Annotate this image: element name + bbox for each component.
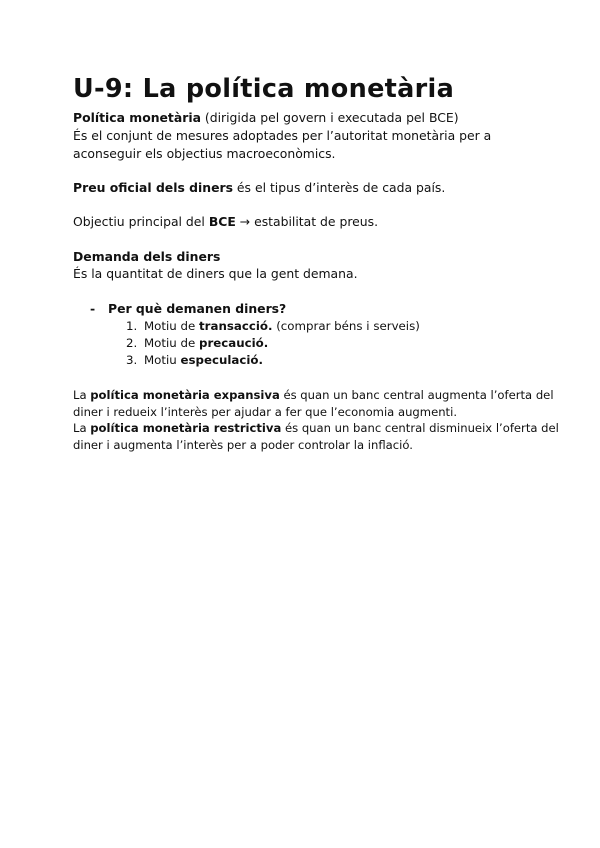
objective-term: BCE — [208, 214, 236, 229]
definition-line-1 — [73, 109, 459, 127]
official-price-line — [73, 179, 445, 197]
objective-line — [73, 213, 378, 231]
demand-heading-text: Demanda dels diners — [73, 249, 221, 264]
list-item — [126, 335, 268, 352]
list-item-term: transacció. — [199, 319, 273, 333]
expansive-line-1 — [73, 387, 554, 404]
why-heading — [108, 300, 286, 318]
list-item — [126, 318, 420, 335]
restrictive-term: política monetària restrictiva — [90, 421, 282, 435]
why-heading-text: Per què demanen diners? — [108, 301, 287, 316]
list-item-number: 3. — [126, 353, 138, 367]
demand-text: És la quantitat de diners que la gent demana. — [73, 266, 358, 281]
official-price-term: Preu oficial dels diners — [73, 180, 233, 195]
restrictive-rest: és quan un banc central disminueix l’oferta del — [281, 421, 559, 435]
list-item-pre: Motiu — [144, 353, 181, 367]
restrictive-line-2: diner i augmenta l’interès per a poder controlar la inflació. — [73, 438, 413, 452]
demand-heading — [73, 248, 220, 266]
bullet-dash: - — [90, 301, 96, 316]
list-item-number: 1. — [126, 319, 138, 333]
restrictive-line-1 — [73, 420, 559, 437]
definition-paren: (dirigida pel govern i executada pel BCE) — [200, 110, 459, 125]
objective-rest: → estabilitat de preus. — [235, 214, 379, 229]
list-item-number: 2. — [126, 336, 138, 350]
expansive-line-2: diner i redueix l’interès per ajudar a fer que l’economia augmenti. — [73, 405, 458, 419]
official-price-rest: és el tipus d’interès de cada país. — [232, 180, 446, 195]
expansive-pre: La — [73, 388, 91, 402]
list-item-term: especulació. — [180, 353, 264, 367]
restrictive-pre: La — [73, 421, 91, 435]
definition-line-3: aconseguir els objectius macroeconòmics. — [73, 146, 336, 161]
page-title: U-9: La política monetària — [73, 74, 455, 104]
definition-line-2: És el conjunt de mesures adoptades per l’autoritat monetària per a — [73, 128, 492, 143]
list-item-pre: Motiu de — [144, 319, 200, 333]
objective-pre: Objectiu principal del — [73, 214, 209, 229]
list-item-rest: (comprar béns i serveis) — [272, 319, 420, 333]
expansive-term: política monetària expansiva — [90, 388, 280, 402]
definition-term: Política monetària — [73, 110, 201, 125]
list-item-term: precaució. — [199, 336, 269, 350]
list-item-pre: Motiu de — [144, 336, 200, 350]
expansive-rest: és quan un banc central augmenta l’oferta del — [279, 388, 554, 402]
list-item — [126, 352, 263, 369]
